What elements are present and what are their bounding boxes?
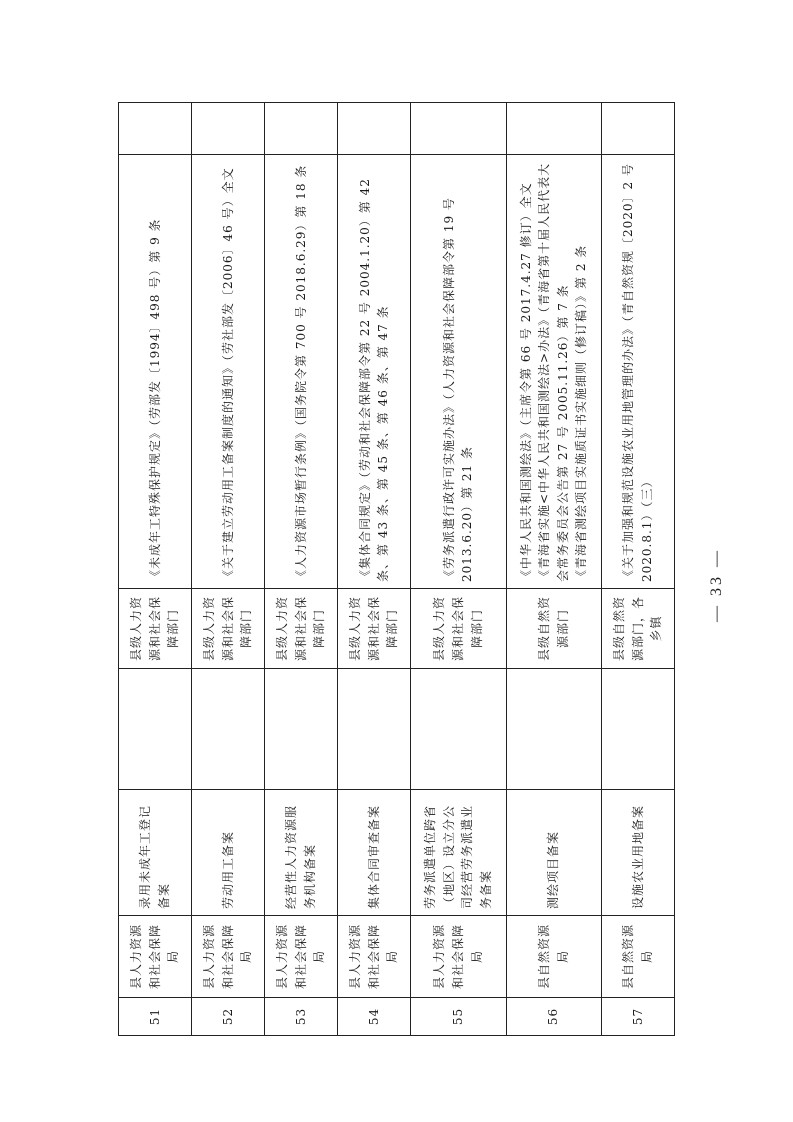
implementing-body-cell: 县级人力资源和社会保障部门 bbox=[338, 589, 411, 669]
item-name-cell: 经营性人力资源服务机构备案 bbox=[265, 790, 338, 916]
landscape-table-container bbox=[118, 103, 675, 1036]
empty-cell bbox=[265, 669, 338, 790]
department-cell: 县人力资源和社会保障局 bbox=[338, 916, 411, 998]
filing-items-table bbox=[118, 102, 675, 1036]
table-row bbox=[506, 103, 601, 1036]
row-number: 56 bbox=[506, 998, 601, 1036]
empty-cell bbox=[338, 669, 411, 790]
legal-basis-cell bbox=[506, 155, 601, 589]
rotated-table-area bbox=[118, 103, 675, 1036]
legal-basis-cell: 《未成年工特殊保护规定》（劳部发〔1994〕498 号）第 9 条 bbox=[119, 155, 192, 589]
department-cell: 县人力资源和社会保障局 bbox=[192, 916, 265, 998]
item-name-cell: 劳务派遣单位跨省（地区）设立分公司经营劳务派遣业务备案 bbox=[411, 790, 506, 916]
legal-basis-cell: 《关于加强和规范设施农业用地管理的办法》（青自然资规〔2020〕2 号 2020.8.1）（三） bbox=[601, 155, 674, 589]
table-row bbox=[338, 103, 411, 1036]
implementing-body-cell: 县级自然资源部门 bbox=[506, 589, 601, 669]
empty-cell bbox=[192, 103, 265, 155]
empty-cell bbox=[119, 103, 192, 155]
department-cell: 县自然资源局 bbox=[506, 916, 601, 998]
table-row bbox=[411, 103, 506, 1036]
legal-basis-line: 《青海省实施<中华人民共和国测绘法>办法》（青海省第十届人民代表大会常务委员会公告第 27 号 2005.11.26）第 7 条 bbox=[537, 162, 570, 582]
implementing-body-cell: 县级人力资源和社会保障部门 bbox=[192, 589, 265, 669]
implementing-body-cell: 县级人力资源和社会保障部门 bbox=[265, 589, 338, 669]
empty-cell bbox=[411, 103, 506, 155]
legal-basis-cell: 《集体合同规定》（劳动和社会保障部令第 22 号 2004.1.20）第 42 条、第 43 条、第 45 条、第 46 条、第 47 条 bbox=[338, 155, 411, 589]
department-cell: 县人力资源和社会保障局 bbox=[119, 916, 192, 998]
department-cell: 县人力资源和社会保障局 bbox=[265, 916, 338, 998]
row-number: 55 bbox=[411, 998, 506, 1036]
implementing-body-cell: 县级人力资源和社会保障部门 bbox=[411, 589, 506, 669]
department-cell: 县人力资源和社会保障局 bbox=[411, 916, 506, 998]
legal-basis-line: 《中华人民共和国测绘法》（主席令第 66 号 2017.4.27 修订）全文 bbox=[518, 182, 533, 582]
empty-cell bbox=[338, 103, 411, 155]
empty-cell bbox=[119, 669, 192, 790]
empty-cell bbox=[265, 103, 338, 155]
legal-basis-line: 《青海省测绘项目实施质证书实施细则（修订稿）》第 2 条 bbox=[574, 244, 589, 582]
department-cell: 县自然资源局 bbox=[601, 916, 674, 998]
table-row bbox=[192, 103, 265, 1036]
implementing-body-cell: 县级人力资源和社会保障部门 bbox=[119, 589, 192, 669]
implementing-body-cell: 县级自然资源部门，各乡镇 bbox=[601, 589, 674, 669]
empty-cell bbox=[506, 669, 601, 790]
item-name-cell: 测绘项目备案 bbox=[506, 790, 601, 916]
item-name-cell: 设施农业用地备案 bbox=[601, 790, 674, 916]
empty-cell bbox=[506, 103, 601, 155]
row-number: 52 bbox=[192, 998, 265, 1036]
empty-cell bbox=[601, 103, 674, 155]
item-name-cell: 录用未成年工登记备案 bbox=[119, 790, 192, 916]
row-number: 53 bbox=[265, 998, 338, 1036]
empty-cell bbox=[411, 669, 506, 790]
empty-cell bbox=[192, 669, 265, 790]
page-number: — 33 — bbox=[708, 548, 725, 622]
empty-cell bbox=[601, 669, 674, 790]
item-name-cell: 集体合同审查备案 bbox=[338, 790, 411, 916]
legal-basis-cell: 《劳务派遣行政许可实施办法》（人力资源和社会保障部令第 19 号 2013.6.20）第 21 条 bbox=[411, 155, 506, 589]
table-row bbox=[601, 103, 674, 1036]
table-row bbox=[265, 103, 338, 1036]
legal-basis-cell: 《关于建立劳动用工备案制度的通知》（劳社部发〔2006〕46 号）全文 bbox=[192, 155, 265, 589]
legal-basis-cell: 《人力资源市场暂行条例》（国务院令第 700 号 2018.6.29）第 18 条 bbox=[265, 155, 338, 589]
table-row bbox=[119, 103, 192, 1036]
item-name-cell: 劳动用工备案 bbox=[192, 790, 265, 916]
row-number: 51 bbox=[119, 998, 192, 1036]
row-number: 57 bbox=[601, 998, 674, 1036]
row-number: 54 bbox=[338, 998, 411, 1036]
